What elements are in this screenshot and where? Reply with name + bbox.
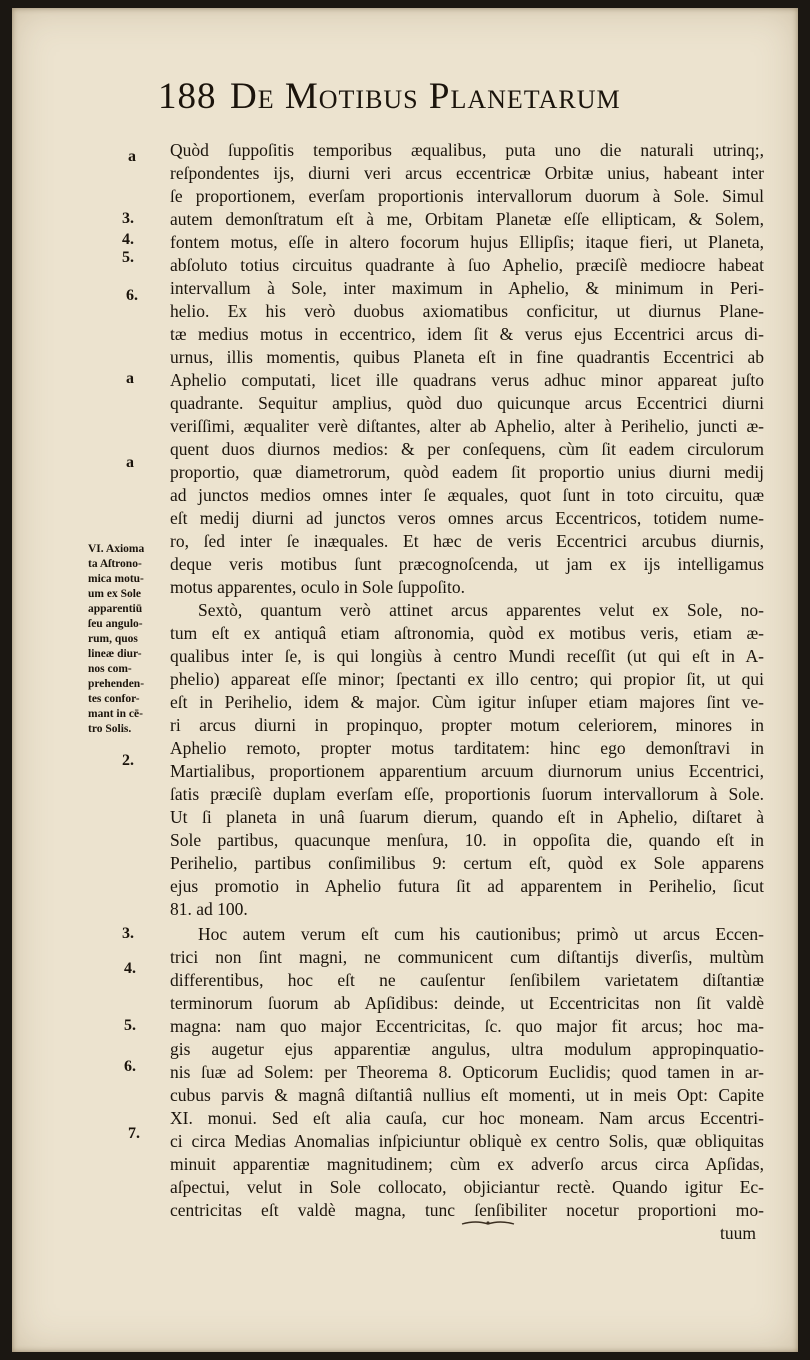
text-line: tum eſt ex antiquâ etiam aſtronomia, quòd ex motibus veris, etiam æ- bbox=[170, 623, 764, 643]
margin-marker: 4. bbox=[122, 231, 134, 248]
text-line: eſt in Perihelio, idem & major. Cùm igitur inſuper etiam majores ſint ve- bbox=[170, 692, 764, 712]
text-line: aſpectui, velut in Sole collocato, objiciantur rectè. Quando igitur Ec- bbox=[170, 1177, 764, 1197]
text-line: Perihelio, partibus conſimilibus 9: certum eſt, quòd ex Sole apparens bbox=[170, 853, 764, 873]
text-line: Martialibus, proportionem apparentium arcuum diurnorum unius Eccentrici, bbox=[170, 761, 764, 781]
text-line: proportio, quæ diametrorum, quòd eadem ſit proportio unius diurni medij bbox=[170, 462, 764, 482]
text-line: nis ſuæ ad Solem: per Theorema 8. Opticorum Euclidis; quod tamen in ar- bbox=[170, 1062, 764, 1082]
sidenote-line: VI. Axioma bbox=[88, 543, 145, 555]
text-line: 81. ad 100. bbox=[170, 899, 248, 919]
text-line: ci circa Medias Anomalias inſpiciuntur obliquè ex centro Solis, quæ obliquitas bbox=[170, 1131, 764, 1151]
text-line: ri arcus diurni in propinquo, propter motum celeriorem, minores in bbox=[170, 715, 764, 735]
text-line: Ut ſi planeta in unâ ſuarum dierum, quando eſt in Aphelio, diſtaret à bbox=[170, 807, 764, 827]
sidenote-line: prehenden- bbox=[88, 678, 145, 690]
text-line: gis augetur ejus apparentiæ angulus, ultra modulum appropinquatio- bbox=[170, 1039, 764, 1059]
sidenote-line: ſeu angulo- bbox=[88, 618, 143, 630]
sidenote-line: lineæ diur- bbox=[88, 648, 142, 660]
text-line: eſt medij diurni ad junctos veros omnes arcus Eccentricos, totidem nume- bbox=[170, 508, 764, 528]
sidenote-line: rum, quos bbox=[88, 633, 138, 645]
sidenote-line: ta Aſtrono- bbox=[88, 558, 142, 570]
margin-marker: 2. bbox=[122, 752, 134, 769]
catchword: tuum bbox=[720, 1223, 756, 1243]
sidenote-line: nos com- bbox=[88, 663, 132, 675]
sidenote-line: tro Solis. bbox=[88, 723, 132, 735]
margin-marker: 7. bbox=[128, 1125, 140, 1142]
text-line: quadrante. Sequitur amplius, quòd duo quicunque arcus Eccentrici diurni bbox=[170, 393, 764, 413]
margin-marker: 6. bbox=[126, 287, 138, 304]
text-line: cubus parvis & magnâ diſtantiâ nullius eſt momenti, ut in meis Opt: Capite bbox=[170, 1085, 764, 1105]
running-title: De Motibus Planetarum bbox=[230, 76, 621, 117]
margin-marker: 6. bbox=[124, 1058, 136, 1075]
margin-marker: 3. bbox=[122, 925, 134, 942]
sidenote-line: mant in cē- bbox=[88, 708, 143, 720]
text-line: minuit apparentiæ magnitudinem; cùm ex adverſo arcus circa Apſidas, bbox=[170, 1154, 764, 1174]
text-line: ad junctos medios omnes inter ſe æquales, quot ſunt in toto circuitu, quæ bbox=[170, 485, 764, 505]
text-line: phelio) appareat eſſe minor; ſpectanti ex illo centro; qui propior ſit, ut qui bbox=[170, 669, 764, 689]
text-line: magna: nam quo major Eccentricitas, ſc. quo major fit arcus; hoc ma- bbox=[170, 1016, 764, 1036]
text-line: XI. monui. Sed eſt alia cauſa, cur hoc moneam. Nam arcus Eccentri- bbox=[170, 1108, 764, 1128]
sidenote-line: apparentiū bbox=[88, 603, 143, 615]
text-line: abſoluto totius circuitus quadrante à ſuo Aphelio, præciſè mediocre habeat bbox=[170, 255, 764, 275]
text-line: Aphelio computati, licet ille quadrans verus adhuc minor appareat juſto bbox=[170, 370, 764, 390]
sidenote-line: tes confor- bbox=[88, 693, 140, 705]
text-line: ejus promotio in Aphelio futura ſit ad apparentem in Perihelio, ſicut bbox=[170, 876, 764, 896]
text-line: ro, ſed inter ſe inæquales. Et hæc de veris Eccentrici arcubus diurnis, bbox=[170, 531, 764, 551]
text-line: Sextò, quantum verò attinet arcus apparentes velut ex Sole, no- bbox=[198, 600, 764, 620]
text-line: deque veris motibus ſunt præcognoſcenda, ut jam ex ijs intelligamus bbox=[170, 554, 764, 574]
text-line: fontem motus, eſſe in altero focorum hujus Ellipſis; itaque fieri, ut Planeta, bbox=[170, 232, 764, 252]
margin-marker: 4. bbox=[124, 960, 136, 977]
margin-marker: 3. bbox=[122, 210, 134, 227]
text-line: urnus, illis momentis, quibus Planeta eſt in fine quadrantis Eccentrici ab bbox=[170, 347, 764, 367]
text-line: ſe proportionem, everſam proportionis intervallorum duorum à Sole. Simul bbox=[170, 186, 764, 206]
text-line: intervallum à Sole, inter maximum in Aphelio, & minimum in Peri- bbox=[170, 278, 764, 298]
margin-marker: a bbox=[128, 148, 136, 165]
text-line: centricitas eſt valdè magna, tunc ſenſibiliter nocetur proportioni mo- bbox=[170, 1200, 764, 1220]
text-line: veriſſimi, æqualiter verè diſtantes, alter ab Aphelio, alter à Perihelio, juncti æ- bbox=[170, 416, 764, 436]
text-line: Hoc autem verum eſt cum his cautionibus; primò ut arcus Eccen- bbox=[198, 924, 764, 944]
text-line: helio. Ex his verò duobus axiomatibus conficitur, ut diurnus Plane- bbox=[170, 301, 764, 321]
sidenote-line: mica motu- bbox=[88, 573, 144, 585]
text-line: quent duos diurnos medios: & per conſequens, cùm ſit eadem circulorum bbox=[170, 439, 764, 459]
margin-marker: a bbox=[126, 370, 134, 387]
text-line: qualibus inter ſe, is qui longiùs à centro Mundi receſſit (ut qui eſt in A- bbox=[170, 646, 764, 666]
text-line: terminorum ſuorum ab Apſidibus: deinde, ut Eccentricitas non ſit valdè bbox=[170, 993, 764, 1013]
sidenote-line: um ex Sole bbox=[88, 588, 142, 600]
text-line: tæ medius motus in eccentrico, idem ſit & verus ejus Eccentrici arcus di- bbox=[170, 324, 764, 344]
text-line: Sole partibus, quacunque menſura, 10. in oppoſita die, quando eſt in bbox=[170, 830, 764, 850]
margin-marker: 5. bbox=[124, 1017, 136, 1034]
text-line: autem demonſtratum eſt à me, Orbitam Planetæ eſſe ellipticam, & Solem, bbox=[170, 209, 764, 229]
text-line: ſatis præciſè duplam everſam eſſe, proportionis ſuorum intervallorum à Sole. bbox=[170, 784, 764, 804]
ornament-icon bbox=[458, 1218, 518, 1228]
text-line: Quòd ſuppoſitis temporibus æqualibus, puta uno die naturali utrinq;, bbox=[170, 140, 764, 160]
margin-marker: 5. bbox=[122, 249, 134, 266]
text-line: motus apparentes, oculo in Sole ſuppoſito. bbox=[170, 577, 466, 597]
text-line: trici non ſint magni, ne communicent cum diſtantijs diverſis, multùm bbox=[170, 947, 764, 967]
text-line: reſpondentes ijs, diurni veri arcus eccentricæ Orbitæ unius, habeant inter bbox=[170, 163, 764, 183]
text-line: differentibus, hoc eſt ne cauſentur ſenſibilem varietatem diſtantiæ bbox=[170, 970, 764, 990]
running-header bbox=[158, 75, 738, 125]
text-line: Aphelio remoto, propter motus tarditatem: hinc ego demonſtravi in bbox=[170, 738, 764, 758]
margin-marker: a bbox=[126, 454, 134, 471]
page-number: 188 bbox=[158, 76, 217, 117]
